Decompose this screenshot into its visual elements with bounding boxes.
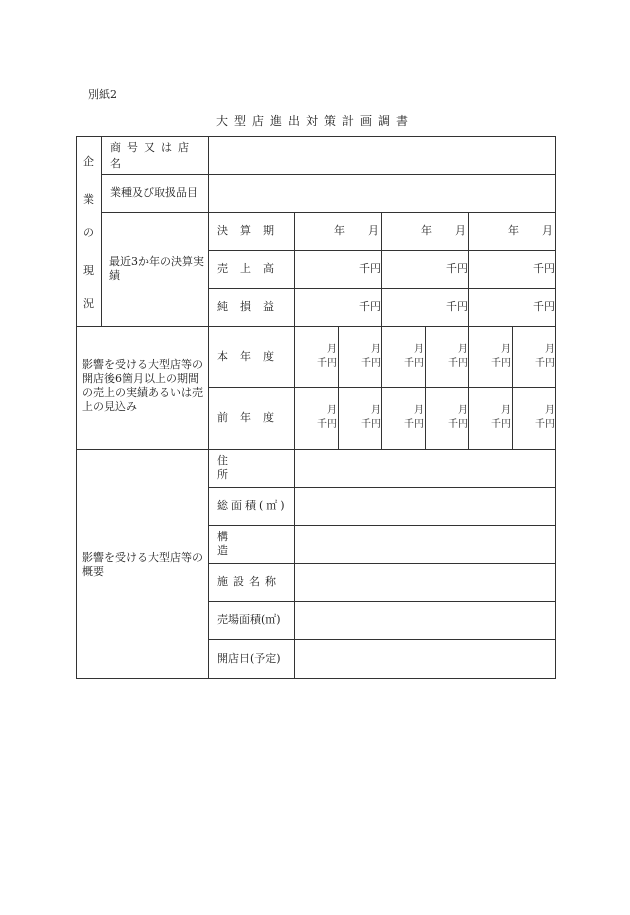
label-column-divider — [208, 136, 209, 679]
month-unit: 月 — [458, 405, 468, 416]
structure-label: 構造 — [217, 530, 272, 557]
section-divider-2 — [76, 449, 556, 450]
this-year-month-cell — [513, 328, 555, 386]
business-items-label: 業種及び取扱品目 — [110, 186, 198, 199]
company-header-char: 業 — [83, 193, 94, 206]
thousand-yen-unit: 千円 — [491, 419, 511, 430]
sales-unit: 千円 — [533, 262, 555, 275]
table-border-top — [76, 136, 556, 137]
company-header-char: の — [83, 226, 94, 239]
thousand-yen-unit: 千円 — [448, 419, 468, 430]
this-year-month-cell — [426, 328, 468, 386]
last-year-month-cell — [382, 389, 424, 447]
results-label: 最近3か年の決算実績 — [109, 255, 204, 282]
table-border-bottom — [76, 678, 556, 679]
month-unit: 月 — [545, 405, 555, 416]
thousand-yen-unit: 千円 — [535, 419, 555, 430]
month-unit: 月 — [455, 224, 466, 237]
thousand-yen-unit: 千円 — [361, 419, 381, 430]
last-year-month-cell — [513, 389, 555, 447]
company-row-line-2 — [101, 212, 556, 213]
thousand-yen-unit: 千円 — [404, 419, 424, 430]
appendix-label: 別紙2 — [88, 88, 117, 101]
thousand-yen-unit: 千円 — [361, 358, 381, 369]
month-unit: 月 — [414, 344, 424, 355]
structure-label-cell — [217, 525, 289, 563]
trade-name-label-text: 商号又は店名 — [110, 141, 195, 170]
this-year-month-cell — [469, 328, 511, 386]
net-profit-unit: 千円 — [446, 300, 468, 313]
month-unit: 月 — [501, 405, 511, 416]
section-divider-1 — [76, 326, 556, 327]
month-unit: 月 — [368, 224, 379, 237]
last-year-label: 前年度 — [217, 411, 286, 424]
last-year-month-cell — [426, 389, 468, 447]
this-year-month-cell — [295, 328, 337, 386]
opening-date-label: 開店日(予定) — [217, 651, 281, 665]
thousand-yen-unit: 千円 — [404, 358, 424, 369]
document-title: 大型店進出対策計画調書 — [215, 114, 414, 128]
year-unit: 年 — [334, 224, 345, 237]
month-unit: 月 — [327, 405, 337, 416]
sales-label: 売上高 — [217, 262, 286, 275]
month-unit: 月 — [327, 344, 337, 355]
month-unit: 月 — [545, 344, 555, 355]
month-unit: 月 — [501, 344, 511, 355]
month-unit: 月 — [371, 344, 381, 355]
sales-unit: 千円 — [446, 262, 468, 275]
thousand-yen-unit: 千円 — [317, 358, 337, 369]
thousand-yen-unit: 千円 — [491, 358, 511, 369]
net-profit-unit: 千円 — [533, 300, 555, 313]
this-year-month-cell — [339, 328, 381, 386]
year-unit: 年 — [421, 224, 432, 237]
last-year-month-cell — [469, 389, 511, 447]
this-year-label: 本年度 — [217, 349, 286, 363]
month-unit: 月 — [458, 344, 468, 355]
company-header-char: 企 — [83, 155, 94, 168]
last-year-month-cell — [339, 389, 381, 447]
settlement-label: 決算期 — [217, 224, 286, 237]
sales-floor-label: 売場面積(㎡) — [217, 613, 281, 626]
total-area-label: 総面積(㎡) — [217, 499, 288, 512]
thousand-yen-unit: 千円 — [535, 358, 555, 369]
company-header-divider — [101, 136, 102, 326]
address-label: 住所 — [217, 454, 272, 481]
trade-name-label — [110, 141, 202, 170]
thousand-yen-unit: 千円 — [448, 358, 468, 369]
month-unit: 月 — [542, 224, 553, 237]
net-profit-unit: 千円 — [359, 300, 381, 313]
sales-unit: 千円 — [359, 262, 381, 275]
company-section-header — [76, 136, 101, 326]
form-table — [76, 136, 556, 679]
store-overview-label: 影響を受ける大型店等の概要 — [82, 551, 203, 578]
company-header-char: 況 — [83, 297, 94, 310]
thousand-yen-unit: 千円 — [317, 419, 337, 430]
net-profit-label: 純損益 — [217, 300, 286, 313]
month-unit: 月 — [371, 405, 381, 416]
year-unit: 年 — [508, 224, 519, 237]
address-label-cell — [217, 449, 289, 487]
last-year-month-cell — [295, 389, 337, 447]
company-header-char: 現 — [83, 264, 94, 277]
month-unit: 月 — [414, 405, 424, 416]
facility-name-label: 施設名称 — [217, 575, 281, 588]
this-year-month-cell — [382, 328, 424, 386]
impact-sales-label: 影響を受ける大型店等の開店後6箇月以上の期間の売上の実績あるいは売上の見込み — [82, 358, 203, 413]
